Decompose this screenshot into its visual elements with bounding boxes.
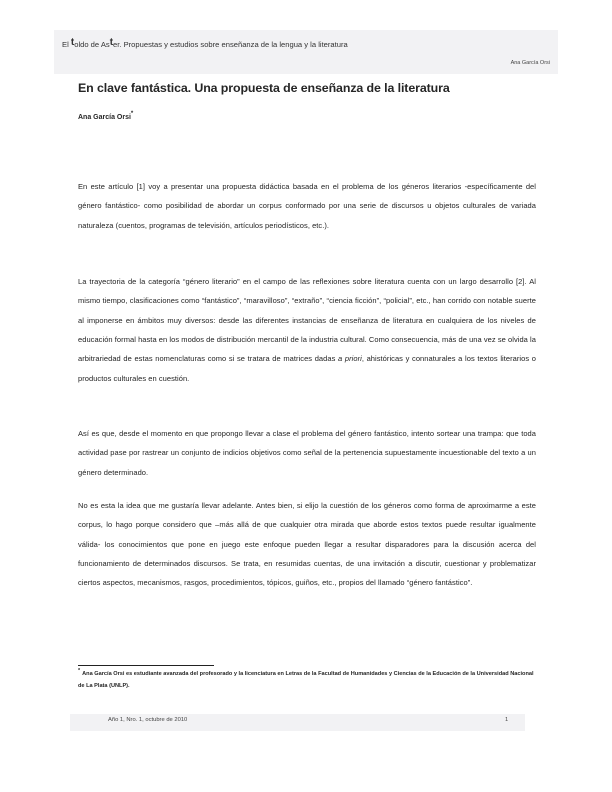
running-author: Ana García Orsi — [510, 60, 550, 66]
body-paragraph-2 — [78, 272, 536, 388]
paragraph-2-text-a: La trayectoria de la categoría “género literario” en el campo de las reflexiones sobre literatura cuenta con un largo desarrollo [2]. Al mismo tiempo, clasificaciones como “fantástico”, “maravilloso”, “extraño”, “ciencia ficción”, “policial”, etc., han corrido con notable suerte al imponerse en ámbitos muy diversos: desde las diferentes instancias de enseñanza de literatura en cualquiera de los niveles de educación formal hasta en los modos de distribución mercantil de la industria cultural. Como consecuencia, más de una vez se olvida la arbitrariedad de estas nomenclaturas como si se tratara de matrices dadas — [78, 277, 536, 364]
footnote — [78, 668, 538, 692]
footnote-mark: * — [78, 668, 81, 674]
author-footnote-mark: * — [130, 111, 134, 117]
author-name: Ana García Orsi — [78, 114, 131, 121]
body-paragraph-4: No es esta la idea que me gustaría llevar adelante. Antes bien, si elijo la cuestión de los géneros como forma de aproximarme a este corpus, lo hago porque considero que –más allá de que cualquier otra mirada que aborde estos textos puede resultar igualmente válida- los conocimientos que pone en juego este enfoque pueden llegar a resultar disparadores para la discusión acerca del funcionamiento de determinados discursos. Se trata, en resumidas cuentas, de una invitación a discutir, cuestionar y problematizar ciertos aspectos, mecanismos, rasgos, procedimientos, tópicos, guiños, etc., propios del llamado “género fantástico”. — [78, 501, 536, 588]
paragraph-2-italic: a priori — [338, 354, 362, 364]
journal-title-mark-2: t — [109, 37, 114, 48]
journal-title-prefix: El — [62, 40, 71, 49]
footnote-body: Ana García Orsi es estudiante avanzada del profesorado y la licenciatura en Letras de la Facultad de Humanidades y Ciencias de la Educación de la Universidad Nacional de La Plata (UNLP). — [78, 671, 534, 689]
body-paragraph-1: En este artículo [1] voy a presentar una propuesta didáctica basada en el problema de los géneros literarios -específicamente del género fantástico- como posibilidad de abordar un corpus conformado por una serie de discursos u objetos culturales de variada naturaleza (cuentos, programas de televisión, artículos periodísticos, etc.). — [78, 182, 536, 230]
issue-info: Año 1, Nro. 1, octubre de 2010 — [108, 717, 188, 723]
page-number: 1 — [505, 717, 509, 723]
journal-title-mid: oldo de As — [74, 40, 110, 49]
author-line — [78, 111, 134, 121]
journal-title — [62, 39, 348, 50]
journal-title-mark-1: t — [70, 37, 75, 48]
journal-title-rest: er. Propuestas y estudios sobre enseñanza de la lengua y la literatura — [113, 40, 348, 49]
body-paragraph-3: Así es que, desde el momento en que propongo llevar a clase el problema del género fantástico, intento sortear una trampa: que toda actividad pase por rastrear un conjunto de indicios objetivos como señal de la pertenencia supuestamente incuestionable del texto a un género determinado. — [78, 429, 536, 477]
paragraph-2-text-b: , ahistóricas y connaturales a los textos literarios o productos culturales en cuestión. — [78, 354, 536, 383]
footnote-rule — [78, 665, 214, 666]
article-title: En clave fantástica. Una propuesta de enseñanza de la literatura — [78, 81, 450, 95]
header-band — [54, 30, 558, 74]
